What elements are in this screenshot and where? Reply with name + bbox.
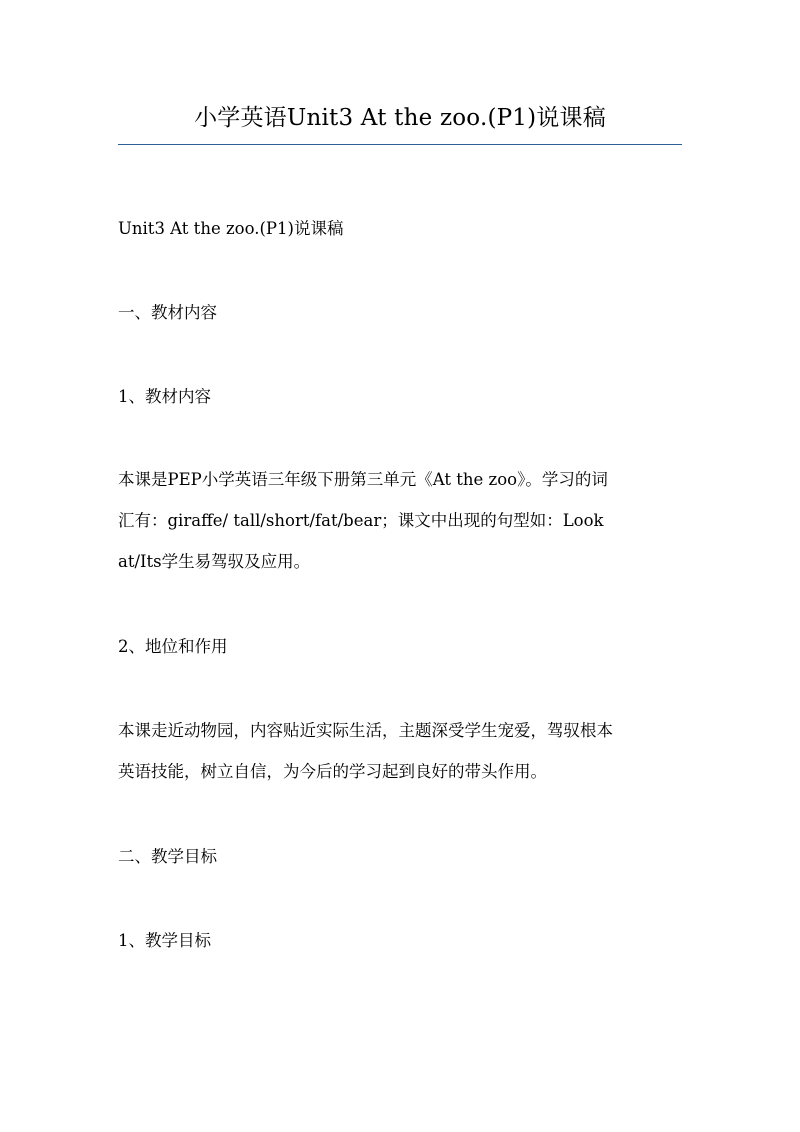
subsection-heading-objectives: 1、教学目标	[118, 931, 211, 950]
subsection-heading-role: 2、地位和作用	[118, 637, 228, 656]
document-subtitle: Unit3 At the zoo.(P1)说课稿	[118, 219, 344, 238]
section-heading-textbook: 一、教材内容	[118, 303, 217, 322]
paragraph-textbook-content	[118, 459, 684, 582]
title-underline	[118, 144, 682, 145]
paragraph-line: 英语技能，树立自信，为今后的学习起到良好的带头作用。	[118, 762, 547, 781]
section-heading-objectives: 二、教学目标	[118, 847, 217, 866]
paragraph-role	[118, 710, 684, 792]
document-title: 小学英语Unit3 At the zoo.(P1)说课稿	[194, 105, 606, 131]
paragraph-line: 本课走近动物园，内容贴近实际生活，主题深受学生宠爱，驾驭根本	[118, 721, 613, 740]
paragraph-line: 本课是PEP小学英语三年级下册第三单元《At the zoo》。学习的词	[118, 470, 608, 489]
subsection-heading-textbook-content: 1、教材内容	[118, 387, 211, 406]
paragraph-line: 汇有：giraffe/ tall/short/fat/bear；课文中出现的句型如：Look	[118, 511, 604, 530]
paragraph-line: at/Its学生易驾驭及应用。	[118, 552, 311, 571]
